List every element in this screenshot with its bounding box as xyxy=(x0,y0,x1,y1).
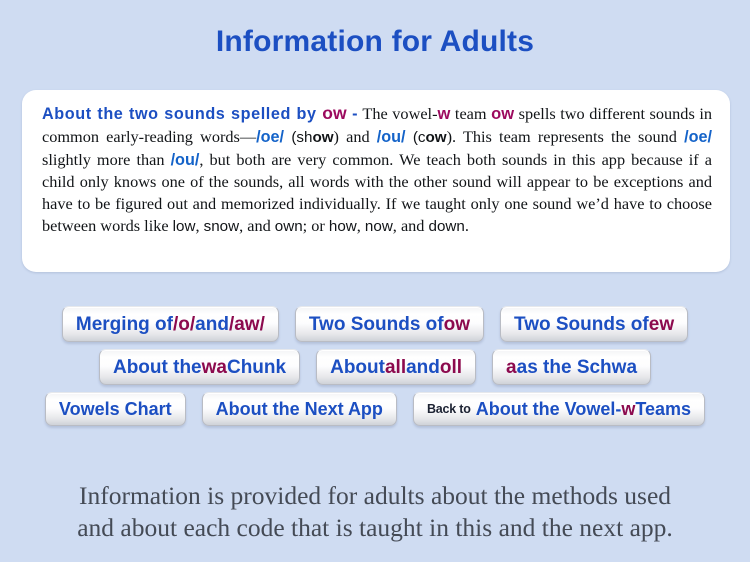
nav-button-a-as-the-schwa[interactable] xyxy=(492,349,651,385)
body-cow-ow: ow xyxy=(425,128,447,146)
body-show-h: h xyxy=(303,128,313,146)
nav-button-about-the-wa-chunk[interactable] xyxy=(99,349,300,385)
body-oe1: /oe/ xyxy=(256,127,285,146)
nav-button-about-all-and-oll[interactable] xyxy=(316,349,476,385)
footer-line-1: Information is provided for adults about the methods used xyxy=(78,481,672,510)
body-s15: . xyxy=(464,216,469,236)
nav-button-label-part-0: a xyxy=(506,356,517,378)
nav-button-two-sounds-of-ow[interactable] xyxy=(295,306,484,342)
card-lead-in: About the two sounds spelled by xyxy=(42,105,317,123)
body-s3: spells two different sounds in common early-reading words— xyxy=(42,104,712,146)
body-s12: ; or xyxy=(302,216,329,236)
body-s2: team xyxy=(450,104,492,123)
body-s6: (c xyxy=(405,128,426,146)
body-word-snow: snow xyxy=(203,218,240,236)
nav-button-label-part-2: and xyxy=(406,356,440,378)
nav-button-label-part-0: About the Next App xyxy=(215,399,383,419)
nav-button-label-part-1: as the Schwa xyxy=(516,356,638,378)
body-word-own: own xyxy=(274,218,303,236)
nav-button-label-part-3: /aw/ xyxy=(228,313,265,335)
nav-button-label-part-0: Two Sounds of xyxy=(514,313,649,335)
nav-button-back-to-about-the-vowel-w-teams[interactable] xyxy=(413,392,705,426)
body-show-ow: ow xyxy=(312,128,334,146)
nav-button-merging-of-o-and-aw[interactable] xyxy=(62,306,279,342)
body-s1: The vowel- xyxy=(362,104,438,123)
body-word-down: down xyxy=(428,218,465,236)
body-s13: , xyxy=(356,216,365,236)
body-w1: w xyxy=(437,105,451,123)
info-card xyxy=(22,90,730,272)
body-s14: , and xyxy=(392,216,429,236)
button-row-3 xyxy=(0,392,750,426)
body-s11: , and xyxy=(239,216,275,236)
nav-button-label-part-1: ow xyxy=(443,313,470,335)
nav-button-label-part-2: Teams xyxy=(635,399,692,419)
button-row-1 xyxy=(0,306,750,342)
body-word-how: how xyxy=(328,218,357,236)
body-s10: , xyxy=(195,216,204,236)
body-s9: , but both are very common. We teach both sounds in this app because if a child only knows one of the sounds, all words with the other sound will appear to be exceptions and have to be figured out and memorized individually. If we taught only one sound we’d have to choose between words like xyxy=(42,149,713,236)
nav-button-label-part-1: /o/ xyxy=(173,313,196,335)
nav-button-label-part-0: Vowels Chart xyxy=(58,399,172,419)
nav-button-two-sounds-of-ew[interactable] xyxy=(500,306,688,342)
footer-line-2: and about each code that is taught in this and the next app. xyxy=(77,512,673,542)
card-lead-dash: - xyxy=(352,105,359,123)
nav-button-label-part-1: wa xyxy=(201,356,227,378)
nav-button-label-part-0: About the Vowel- xyxy=(475,399,622,419)
nav-button-label-part-1: all xyxy=(384,356,407,378)
nav-button-about-the-next-app[interactable] xyxy=(202,392,397,426)
nav-button-label-part-1: w xyxy=(621,399,636,419)
body-word-low: low xyxy=(172,218,196,236)
navigation-buttons xyxy=(0,306,750,433)
nav-button-label-part-2: Chunk xyxy=(226,356,287,378)
body-s5: ) and xyxy=(333,126,377,146)
body-word-now: now xyxy=(364,218,393,236)
nav-button-label-part-3: oll xyxy=(439,356,463,378)
button-row-2 xyxy=(0,349,750,385)
body-ou1: /ou/ xyxy=(376,127,406,146)
nav-button-label-part-0: Merging of xyxy=(75,313,173,335)
nav-button-prefix: Back to xyxy=(426,401,471,416)
footer-caption xyxy=(0,480,750,544)
body-ou2: /ou/ xyxy=(170,150,200,169)
body-ow2: ow xyxy=(491,105,515,123)
body-s8: slightly more than xyxy=(42,149,171,169)
page-title: Information for Adults xyxy=(215,25,535,58)
body-s7: ). This team represents the sound xyxy=(446,126,685,146)
card-paragraph xyxy=(42,102,712,238)
nav-button-label-part-0: Two Sounds of xyxy=(308,313,444,335)
nav-button-label-part-2: and xyxy=(195,313,229,335)
nav-button-vowels-chart[interactable] xyxy=(45,392,186,426)
body-s4: (s xyxy=(284,128,304,146)
body-oe2: /oe/ xyxy=(684,127,712,146)
nav-button-label-part-1: ew xyxy=(648,313,675,335)
nav-button-label-part-0: About the xyxy=(112,356,202,378)
card-lead-in-code: ow xyxy=(322,103,347,123)
nav-button-label-part-0: About xyxy=(330,356,385,378)
